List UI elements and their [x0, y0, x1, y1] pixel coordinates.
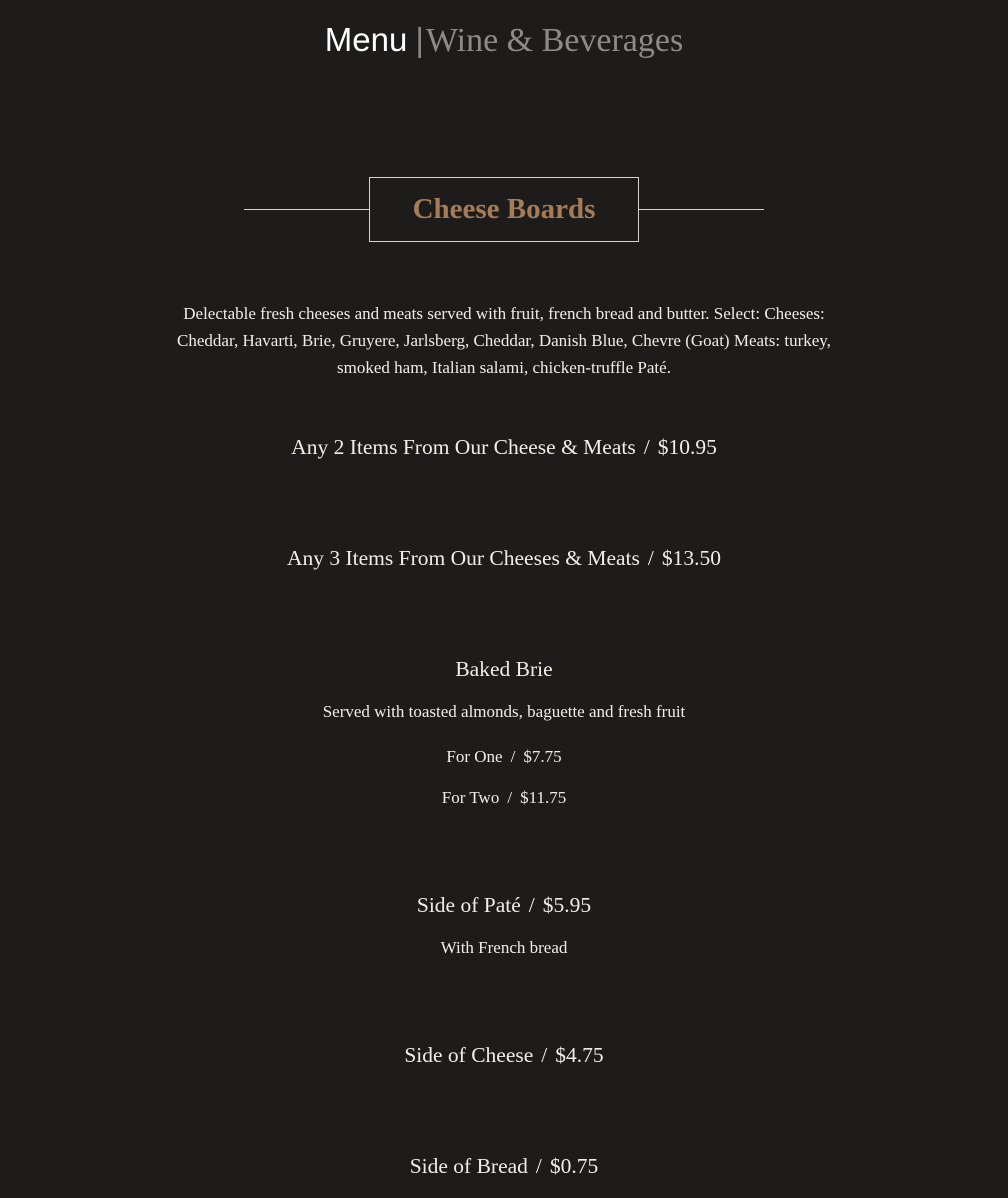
section-header [244, 177, 764, 242]
option-price: $11.75 [520, 788, 567, 807]
option-label: For Two [441, 788, 500, 807]
price-separator: / [535, 1154, 542, 1178]
section-description: Delectable fresh cheeses and meats served with fruit, french bread and butter. Select: Cheeses: Cheddar, Havarti, Brie, Gruyere, Jarlsberg, Cheddar, Danish Blue, Chevre (Goat) Meats: turkey, smoked ham, Italian salami, chicken-truffle Paté. [177, 304, 831, 377]
header-rule-left [244, 209, 369, 210]
menu-item-two-items [0, 435, 1008, 460]
menu-item-side-cheese [0, 1043, 1008, 1068]
menu-item-three-items [0, 546, 1008, 571]
item-name: Side of Paté [416, 893, 521, 917]
item-name: Side of Bread [409, 1154, 528, 1178]
baked-brie-for-one [0, 747, 1008, 767]
header-rule-right [639, 209, 764, 210]
item-description: Served with toasted almonds, baguette and fresh fruit [322, 702, 686, 721]
menu-item-baked-brie [0, 657, 1008, 682]
baked-brie-for-two [0, 788, 1008, 808]
item-price: $5.95 [542, 893, 592, 917]
item-name: Baked Brie [455, 657, 553, 681]
item-name: Any 2 Items From Our Cheese & Meats [291, 435, 636, 459]
item-price: $13.50 [661, 546, 722, 570]
menu-tabs [0, 18, 1008, 63]
tab-separator: | [415, 21, 424, 58]
item-price: $4.75 [555, 1043, 604, 1067]
item-description: With French bread [440, 938, 568, 957]
option-label: For One [446, 747, 503, 766]
item-name: Side of Cheese [404, 1043, 534, 1067]
price-separator: / [643, 435, 650, 459]
item-name: Any 3 Items From Our Cheeses & Meats [286, 546, 640, 570]
price-separator: / [510, 747, 516, 766]
item-price: $10.95 [657, 435, 717, 459]
tab-menu[interactable]: Menu [324, 21, 408, 58]
price-separator: / [541, 1043, 548, 1067]
menu-item-side-pate [0, 893, 1008, 918]
price-separator: / [647, 546, 654, 570]
option-price: $7.75 [523, 747, 562, 766]
price-separator: / [528, 893, 535, 917]
price-separator: / [507, 788, 513, 807]
section-title: Cheese Boards [369, 177, 639, 242]
menu-item-side-bread [0, 1154, 1008, 1179]
tab-wine-beverages[interactable]: Wine & Beverages [425, 22, 684, 59]
item-price: $0.75 [549, 1154, 599, 1178]
